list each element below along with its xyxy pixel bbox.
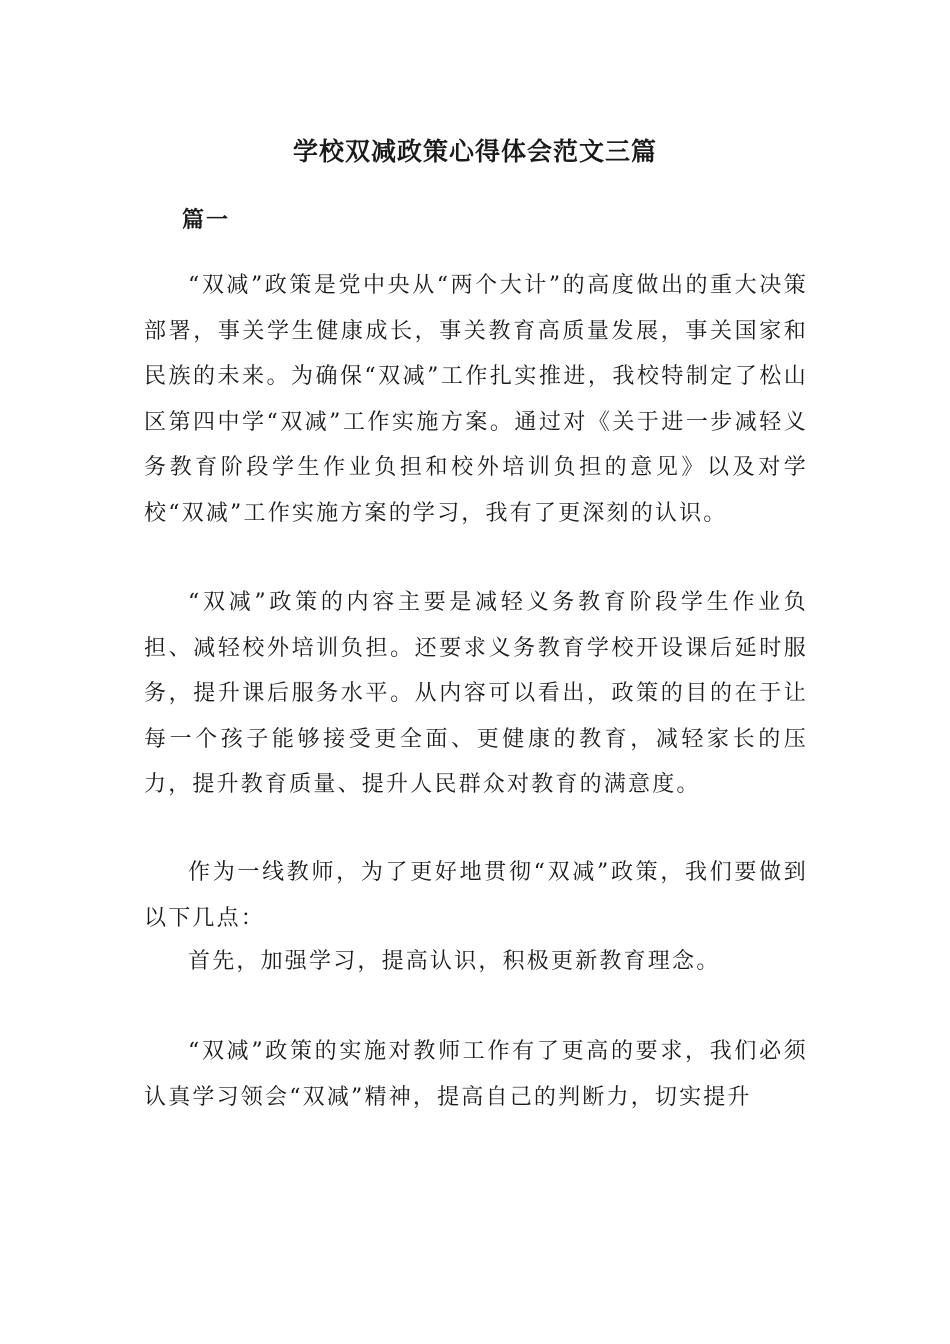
document-title: 学校双减政策心得体会范文三篇 bbox=[292, 137, 657, 166]
paragraph: 作为一线教师，为了更好地贯彻“双减”政策，我们要做到以下几点： bbox=[144, 860, 808, 931]
paragraph: “双减”政策的内容主要是减轻义务教育阶段学生作业负担、减轻校外培训负担。还要求义务教育学校开设课后延时服务，提升课后服务水平。从内容可以看出，政策的目的在于让每一个孩子能够接受更全面、更健康的教育，减轻家长的压力，提升教育质量、提升人民群众对教育的满意度。 bbox=[144, 590, 808, 797]
section-heading: 篇一 bbox=[182, 207, 231, 233]
paragraph: 首先，加强学习，提高认识，积极更新教育理念。 bbox=[188, 949, 721, 974]
paragraph: “双减”政策的实施对教师工作有了更高的要求，我们必须认真学习领会“双减”精神，提高自己的判断力，切实提升 bbox=[144, 1039, 808, 1110]
paragraph: “双减”政策是党中央从“两个大计”的高度做出的重大决策部署，事关学生健康成长，事关教育高质量发展，事关国家和民族的未来。为确保“双减”工作扎实推进，我校特制定了松山区第四中学“双减”工作实施方案。通过对《关于进一步减轻义务教育阶段学生作业负担和校外培训负担的意见》以及对学校“双减”工作实施方案的学习，我有了更深刻的认识。 bbox=[144, 273, 808, 526]
